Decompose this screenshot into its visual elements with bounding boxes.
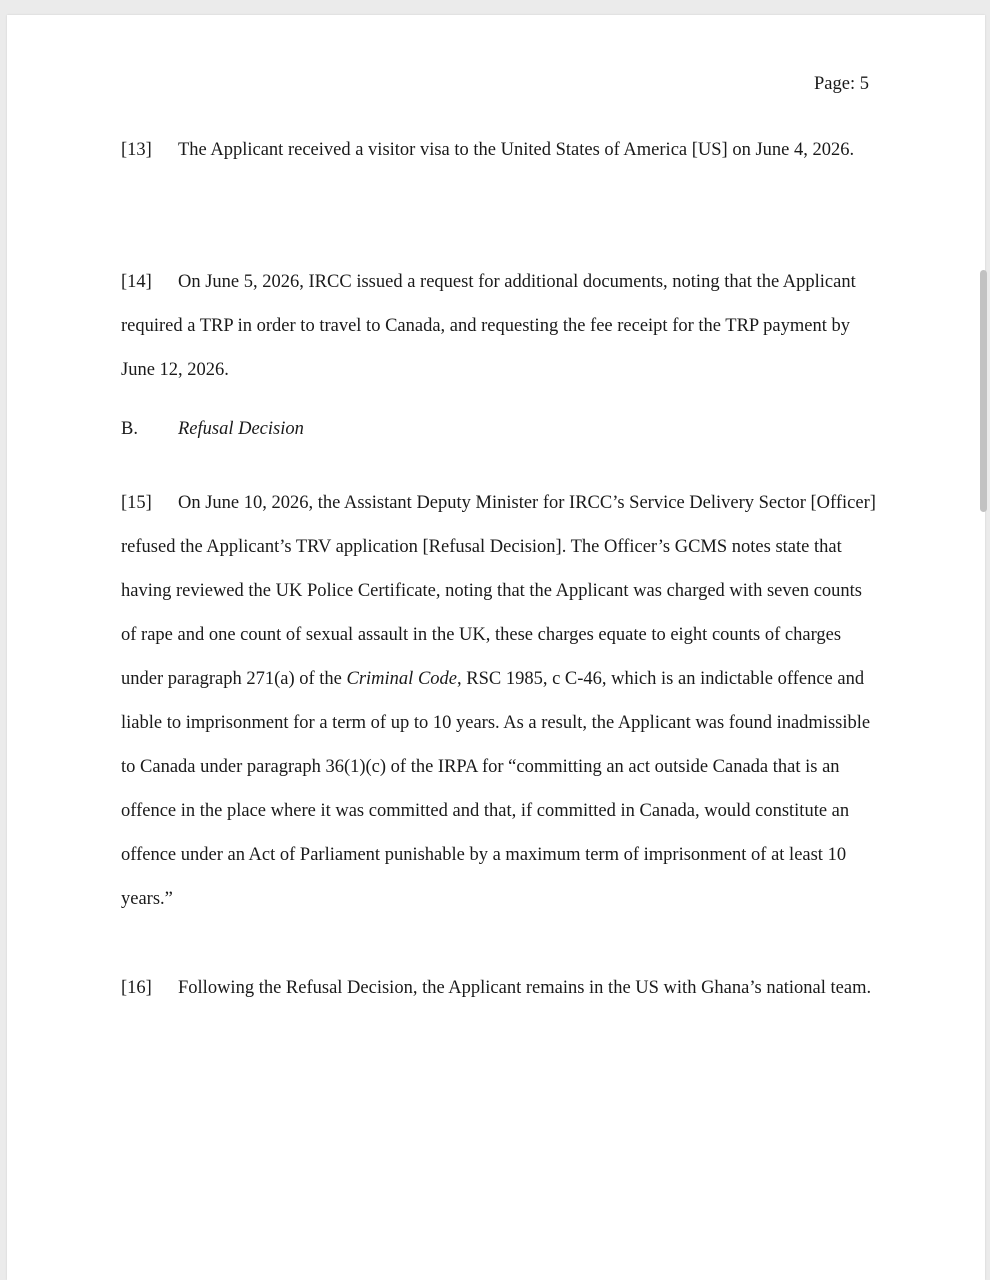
paragraph-number: [15] — [121, 493, 152, 513]
paragraph-number: [13] — [121, 140, 152, 160]
paragraph-text: On June 5, 2026, IRCC issued a request for additional documents, noting that the Applicant required a TRP in order to travel to Canada, and requesting the fee receipt for the TRP payment by June 12, 2026. — [121, 272, 856, 380]
paragraph-text: The Applicant received a visitor visa to the United States of America [US] on June 4, 2026. — [178, 140, 855, 160]
paragraph-number: [16] — [121, 978, 152, 998]
document-page — [7, 15, 985, 1280]
criminal-code-citation: Criminal Code — [346, 669, 457, 689]
section-letter: B. — [121, 419, 138, 439]
paragraph-text-before: On June 10, 2026, the Assistant Deputy Minister for IRCC’s Service Delivery Sector [Officer] refused the Applicant’s TRV application [Refusal Decision]. The Officer’s GCMS notes state that having reviewed the UK Police Certificate, noting that the Applicant was charged with seven counts of rape and one count of sexual assault in the UK, these charges equate to eight counts of charges under paragraph 271(a) of the — [121, 493, 876, 689]
paragraph-number: [14] — [121, 272, 152, 292]
paragraph-text-after: , RSC 1985, c C-46, which is an indictable offence and liable to imprisonment for a term of up to 10 years. As a result, the Applicant was found inadmissible to Canada under paragraph 36(1)(c) of the IRPA for “committing an act outside Canada that is an offence in the place where it was committed and that, if committed in Canada, would constitute an offence under an Act of Parliament punishable by a maximum term of imprisonment of at least 10 years.” — [121, 669, 871, 909]
scroll-thumb[interactable] — [980, 270, 987, 512]
vertical-scrollbar[interactable] — [976, 0, 990, 1280]
paragraph-16 — [121, 966, 881, 1010]
paragraph-text: Following the Refusal Decision, the Applicant remains in the US with Ghana’s national team. — [178, 978, 872, 998]
paragraph-15 — [121, 481, 881, 921]
page-number: Page: 5 — [814, 74, 869, 94]
section-title: Refusal Decision — [178, 419, 304, 439]
section-heading — [121, 414, 304, 444]
paragraph-14 — [121, 260, 881, 392]
paragraph-13 — [121, 128, 881, 172]
